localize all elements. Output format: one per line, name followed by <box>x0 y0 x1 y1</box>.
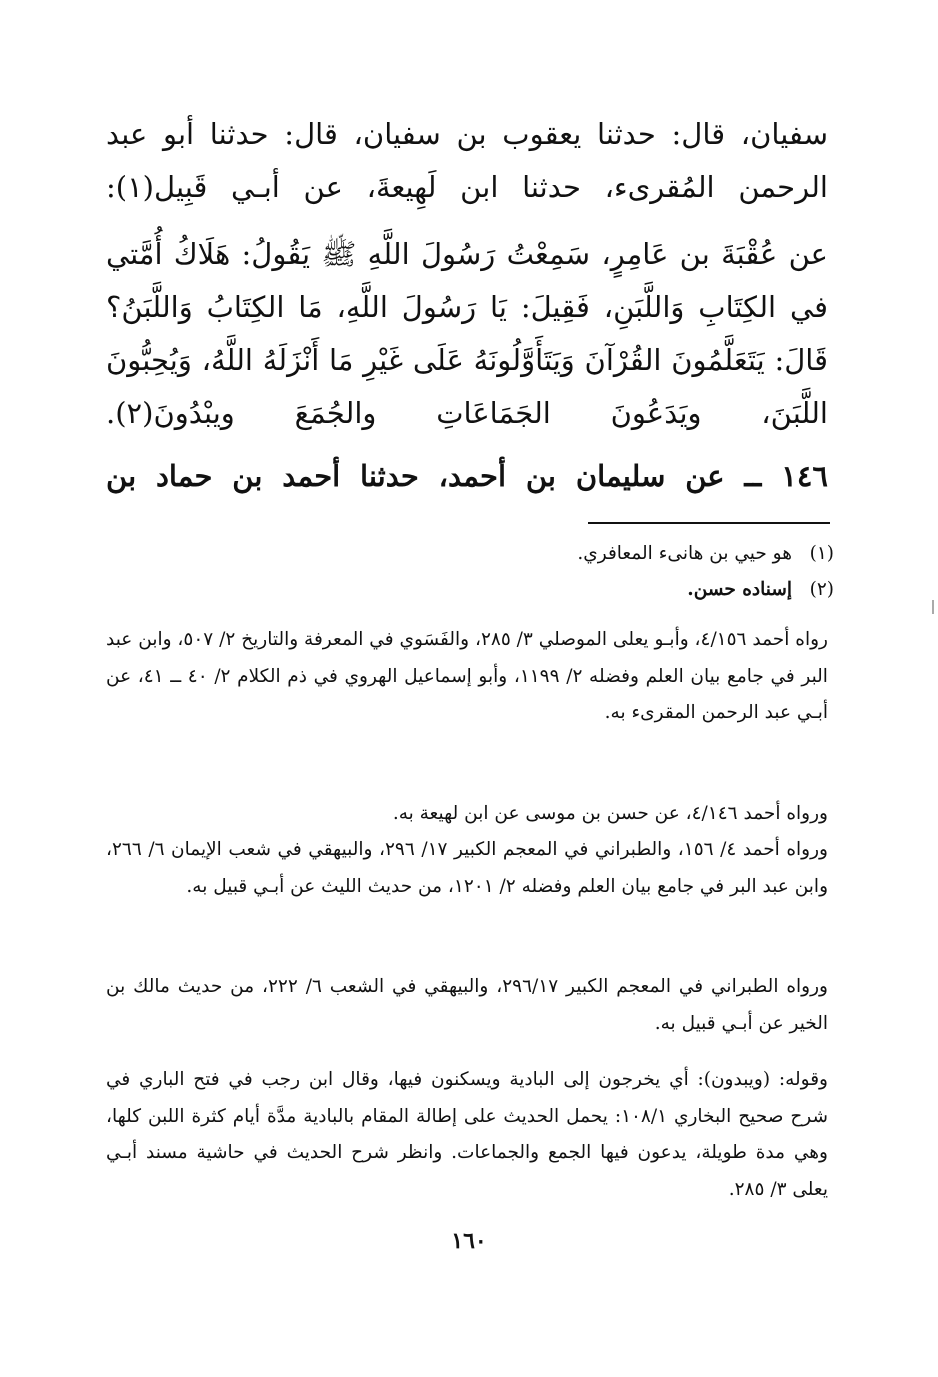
footnote-separator <box>588 522 830 524</box>
page-number: ١٦٠ <box>451 1228 487 1254</box>
footnote-2-paragraph-4: ورواه الطبراني في المعجم الكبير ٢٩٦/١٧، والبيهقي في الشعب ٦/ ٢٢٢، من حديث مالك بن الخير عن أبـي قبيل به. <box>106 976 828 1034</box>
footnote-2-paragraph-5: وقوله: (ويبدون): أي يخرجون إلى البادية ويسكنون فيها، وقال ابن رجب في فتح الباري في شرح صحيح البخاري ١٠٨/١: يحمل الحديث على إطالة المقام بالبادية مدَّة أيام كثرة اللبن كلها، وهي مدة طويلة، يدعون فيها الجمع والجماعات. وانظر شرح الحديث في حاشية مسند أبـي يعلى ٣/ ٢٨٥. <box>106 1069 828 1200</box>
footnote-1-number: (١) <box>809 543 834 564</box>
footnote-2-paragraph-3: ورواه أحمد ٤/ ١٥٦، والطبراني في المعجم الكبير ١٧/ ٢٩٦، والبيهقي في شعب الإيمان ٦/ ٢٦٦، وابن عبد البر في جامع بيان العلم وفضله ٢/ ١٢٠١، من حديث الليث عن أبـي قبيل به. <box>106 839 828 897</box>
main-paragraph-hadith-146: ١٤٦ ــ عن سليمان بن أحمد، حدثنا أحمد بن حماد بن <box>106 459 828 493</box>
main-paragraph-isnad: سفيان، قال: حدثنا يعقوب بن سفيان، قال: حدثنا أبو عبد الرحمن المُقرىء، حدثنا ابن لَهِيعةَ، عن أبـي قَبِيل(١): <box>106 117 828 204</box>
footnote-2-grading: إسناده حسن. <box>687 579 792 600</box>
footnote-2-number: (٢) <box>809 579 834 600</box>
footnote-1-text: هو حيي بن هانىء المعافري. <box>577 543 792 564</box>
footnote-1 <box>106 536 834 572</box>
footnote-2 <box>106 572 834 608</box>
footnote-2-paragraph-1: رواه أحمد ٤/١٥٦، وأبـو يعلى الموصلي ٣/ ٢٨٥، والفَسَوي في المعرفة والتاريخ ٢/ ٥٠٧، وابن عبد البر في جامع بيان العلم وفضله ٢/ ١١٩٩، وأبو إسماعيل الهروي في ذم الكلام ٢/ ٤٠ ــ ٤١، عن أبـي عبد الرحمن المقرىء به. <box>106 629 828 723</box>
main-paragraph-hadith: عن عُقْبَةَ بن عَامِرٍ، سَمِعْتُ رَسُولَ اللَّهِ ﷺ يَقُولُ: هَلَاكُ أُمَّتي في الكِتَابِ وَاللَّبَنِ، فَقِيلَ: يَا رَسُولَ اللَّهِ، مَا الكِتَابُ وَاللَّبَنُ؟ قَالَ: يَتَعَلَّمُونَ القُرْآنَ وَيَتَأَوَّلُونَهُ عَلَى غَيْرِ مَا أَنْزَلَهُ اللَّهُ، وَيُحِبُّونَ اللَّبَنَ، ويَدَعُونَ الجَمَاعَاتِ والجُمَعَ ويبْدُونَ(٢). <box>106 237 828 430</box>
footnote-2-paragraph-2: ورواه أحمد ٤/١٤٦، عن حسن بن موسى عن ابن لهيعة به. <box>392 803 828 824</box>
scan-mark <box>932 600 934 614</box>
